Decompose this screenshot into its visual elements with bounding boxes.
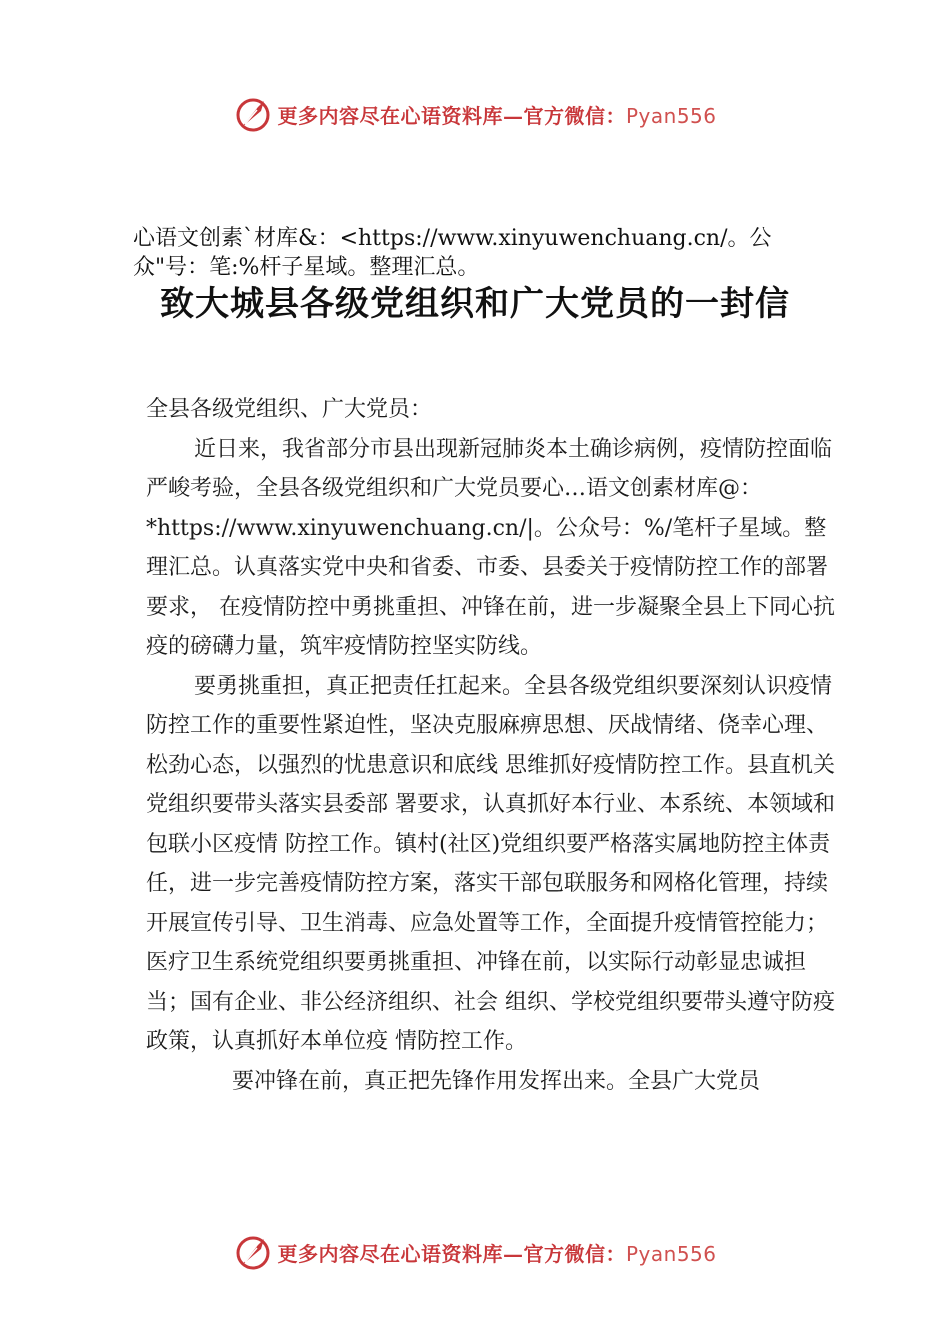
banner-text: 更多内容尽在心语资料库—官方微信：Pyan556: [277, 1241, 717, 1266]
salutation: 全县各级党组织、广大党员：: [146, 397, 433, 422]
banner-text: 更多内容尽在心语资料库—官方微信：Pyan556: [277, 103, 717, 128]
paragraph-2: 要勇挑重担，真正把责任扛起来。全县各级党组织要深刻认识疫情防控工作的重要性紧迫性，坚决克服麻痹思想、厌战情绪、侥幸心理、松劲心态，以强烈的忧患意识和底线 思维抓好疫情防控工作。县直机关党组织要带头落实县委部 署要求，认真抓好本行业、本系统、本领域和包联小区疫情 防控工作。镇村(社区)党组织要严格落实属地防控主体责任，进一步完善疫情防控方案，落实干部包联服务和网格化管理，持续开展宣传引导、卫生消毒、应急处置等工作，全面提升疫情管控能力；医疗卫生系统党组织要勇挑重担、冲锋在前，以实际行动彰显忠诚担当；国有企业、非公经济组织、社会 组织、学校党组织要带头遵守防疫政策，认真抓好本单位疫 情防控工作。: [146, 673, 835, 1054]
wechat-handle: Pyan556: [625, 103, 717, 128]
document-title: 致大城县各级党组织和广大党员的一封信: [160, 284, 790, 324]
footer-banner: [0, 1230, 950, 1274]
letter-body: [146, 390, 836, 1101]
source-note: 心语文创素`材库&：<https://www.xinyuwenchuang.cn/。公众"号：笔:%杆子星域。整理汇总。: [133, 226, 772, 280]
paragraph-3: 要冲锋在前，真正把先锋作用发挥出来。全县广大党员: [232, 1068, 761, 1094]
header-banner: [0, 92, 950, 136]
paragraph-1: 近日来，我省部分市县出现新冠肺炎本土确诊病例，疫情防控面临严峻考验，全县各级党组织和广大党员要心…语文创素材库@：*https://www.xinyuwenchuang.cn/|。公众号：%/笔杆子星域。整理汇总。认真落实党中央和省委、市委、县委关于疫情防控工作的部署要求， 在疫情防控中勇挑重担、冲锋在前，进一步凝聚全县上下同心抗疫的磅礴力量，筑牢疫情防控坚实防线。: [146, 436, 835, 659]
quill-logo-icon: [233, 1232, 273, 1272]
wechat-handle: Pyan556: [625, 1241, 717, 1266]
quill-logo-icon: [233, 94, 273, 134]
